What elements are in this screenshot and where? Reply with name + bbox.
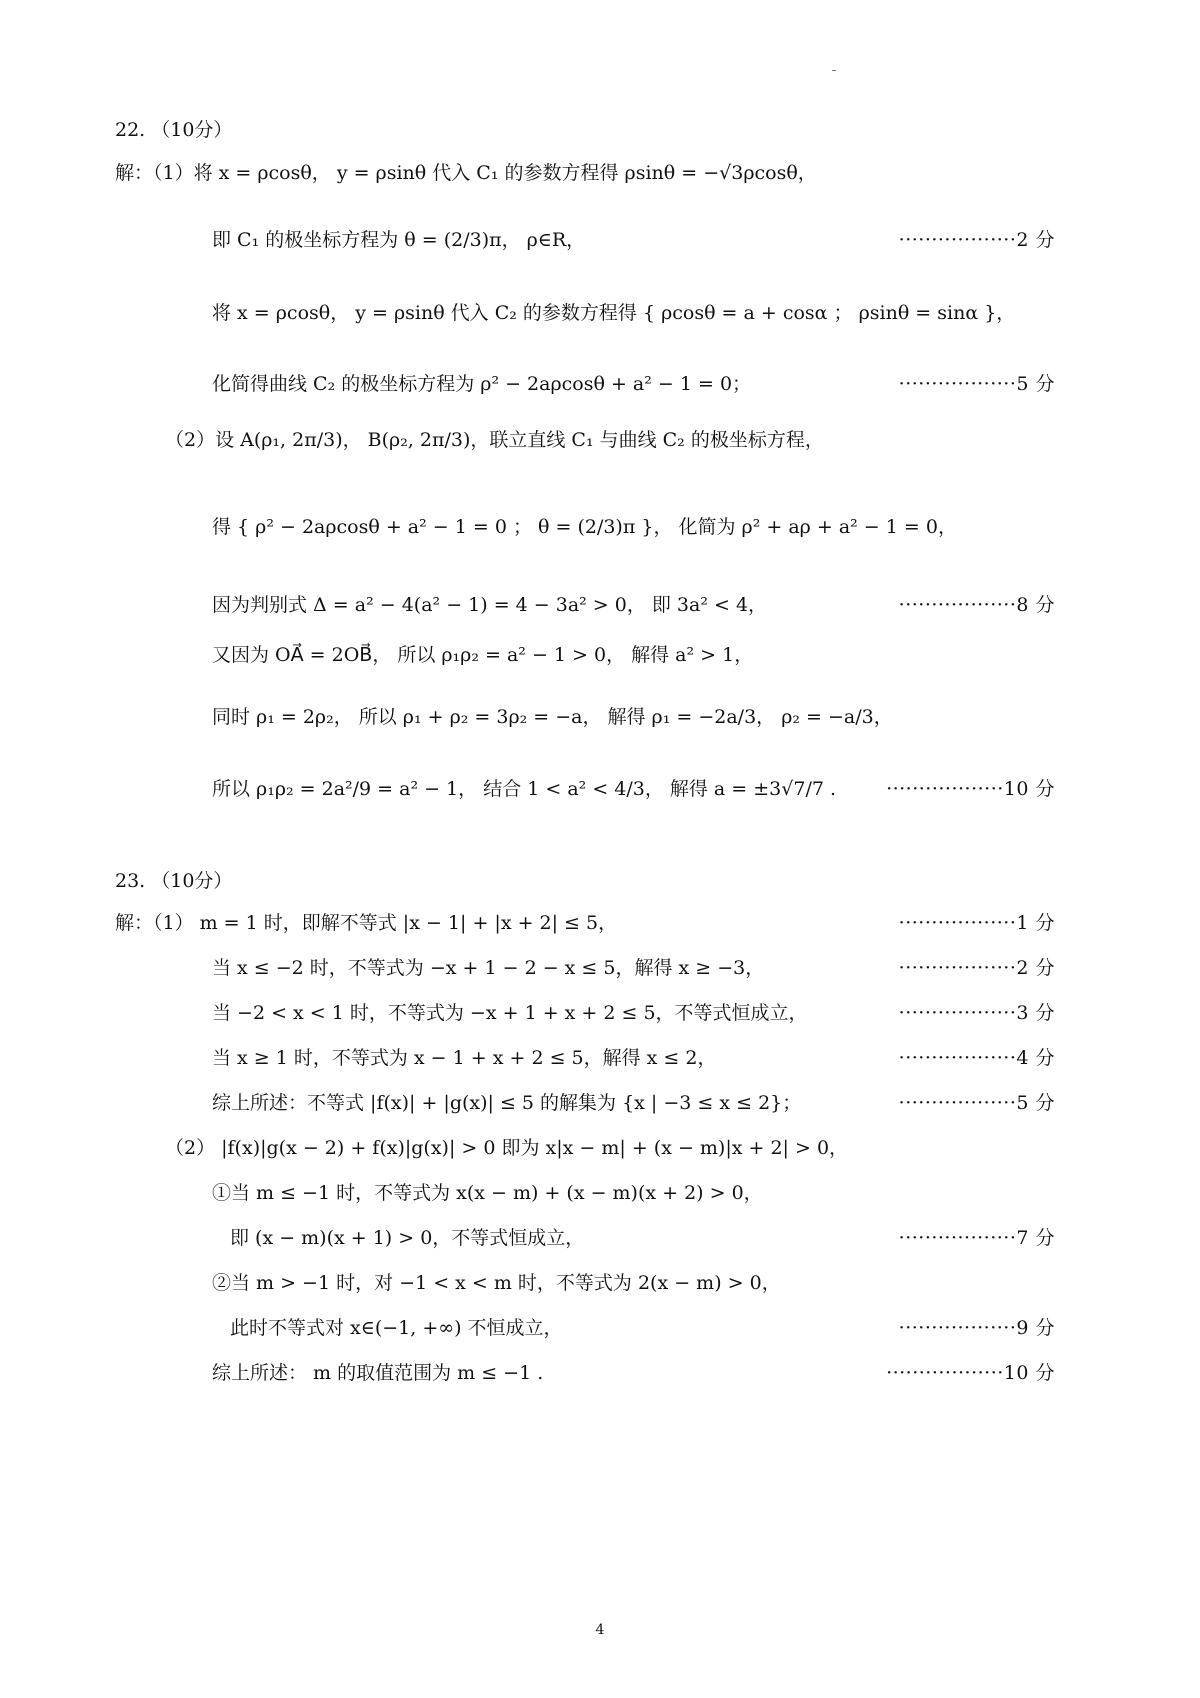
p22-score-10: ··················10 分 [886, 778, 1055, 800]
p22-line-9: 同时 ρ₁ = 2ρ₂， 所以 ρ₁ + ρ₂ = 3ρ₂ = −a， 解得 ρ₁ = −2a/3， ρ₂ = −a/3， [212, 706, 893, 728]
p23-score-8: ··················7 分 [898, 1227, 1055, 1249]
p23-line-6: （2） |f(x)|g(x − 2) + f(x)|g(x)| > 0 即为 x|x − m| + (x − m)|x + 2| > 0， [165, 1137, 849, 1159]
p22-line-1: 解：（1）将 x = ρcosθ， y = ρsinθ 代入 C₁ 的参数方程得 ρsinθ = −√3ρcosθ， [115, 162, 817, 184]
p23-line-2: 当 x ≤ −2 时，不等式为 −x + 1 − 2 − x ≤ 5，解得 x ≥ −3， [212, 957, 765, 979]
p22-line-10: 所以 ρ₁ρ₂ = 2a²/9 = a² − 1， 结合 1 < a² < 4/3， 解得 a = ±3√7/7 . [212, 778, 837, 800]
p23-line-3: 当 −2 < x < 1 时，不等式为 −x + 1 + x + 2 ≤ 5，不等式恒成立， [212, 1002, 808, 1024]
page-number: 4 [595, 1622, 605, 1638]
p22-score-7: ··················8 分 [898, 594, 1055, 616]
p22-score-4: ··················5 分 [898, 373, 1055, 395]
p23-score-2: ··················2 分 [898, 957, 1055, 979]
p22-line-7: 因为判别式 Δ = a² − 4(a² − 1) = 4 − 3a² > 0， 即 3a² < 4， [212, 594, 768, 616]
p22-line-8: 又因为 OA⃗ = 2OB⃗， 所以 ρ₁ρ₂ = a² − 1 > 0， 解得 a² > 1， [212, 644, 754, 666]
p23-score-1: ··················1 分 [898, 912, 1055, 934]
p23-score-10: ··················9 分 [898, 1317, 1055, 1339]
p22-line-5: （2）设 A(ρ₁, 2π/3)， B(ρ₂, 2π/3)，联立直线 C₁ 与曲线 C₂ 的极坐标方程， [165, 429, 824, 451]
p23-score-4: ··················4 分 [898, 1047, 1055, 1069]
problem-23-heading: 23. （10分） [115, 870, 233, 892]
scan-mark [832, 70, 836, 71]
p23-line-5: 综上所述：不等式 |f(x)| + |g(x)| ≤ 5 的解集为 {x | −3 ≤ x ≤ 2}； [212, 1092, 802, 1114]
p23-line-7: ①当 m ≤ −1 时，不等式为 x(x − m) + (x − m)(x + 2) > 0， [212, 1182, 763, 1204]
p23-line-8: 即 (x − m)(x + 1) > 0，不等式恒成立， [230, 1227, 585, 1249]
p23-score-5: ··················5 分 [898, 1092, 1055, 1114]
p23-line-10: 此时不等式对 x∈(−1, +∞) 不恒成立， [230, 1317, 563, 1339]
p22-line-3: 将 x = ρcosθ， y = ρsinθ 代入 C₂ 的参数方程得 { ρcosθ = a + cosα ； ρsinθ = sinα }， [212, 302, 1016, 324]
p23-score-3: ··················3 分 [898, 1002, 1055, 1024]
p23-line-11: 综上所述： m 的取值范围为 m ≤ −1 . [212, 1362, 544, 1384]
p22-score-2: ··················2 分 [898, 229, 1055, 251]
p23-line-1: 解：（1） m = 1 时，即解不等式 |x − 1| + |x + 2| ≤ 5， [115, 912, 618, 934]
p23-line-4: 当 x ≥ 1 时，不等式为 x − 1 + x + 2 ≤ 5，解得 x ≤ 2， [212, 1047, 717, 1069]
problem-22-heading: 22. （10分） [115, 119, 233, 141]
p23-line-9: ②当 m > −1 时，对 −1 < x < m 时，不等式为 2(x − m) > 0， [212, 1272, 781, 1294]
p22-line-6: 得 { ρ² − 2aρcosθ + a² − 1 = 0 ； θ = (2/3)π }， 化简为 ρ² + aρ + a² − 1 = 0， [212, 516, 957, 538]
p23-score-11: ··················10 分 [886, 1362, 1055, 1384]
p22-line-4: 化简得曲线 C₂ 的极坐标方程为 ρ² − 2aρcosθ + a² − 1 = 0； [212, 373, 752, 395]
p22-line-2: 即 C₁ 的极坐标方程为 θ = (2/3)π， ρ∈R， [212, 229, 586, 251]
